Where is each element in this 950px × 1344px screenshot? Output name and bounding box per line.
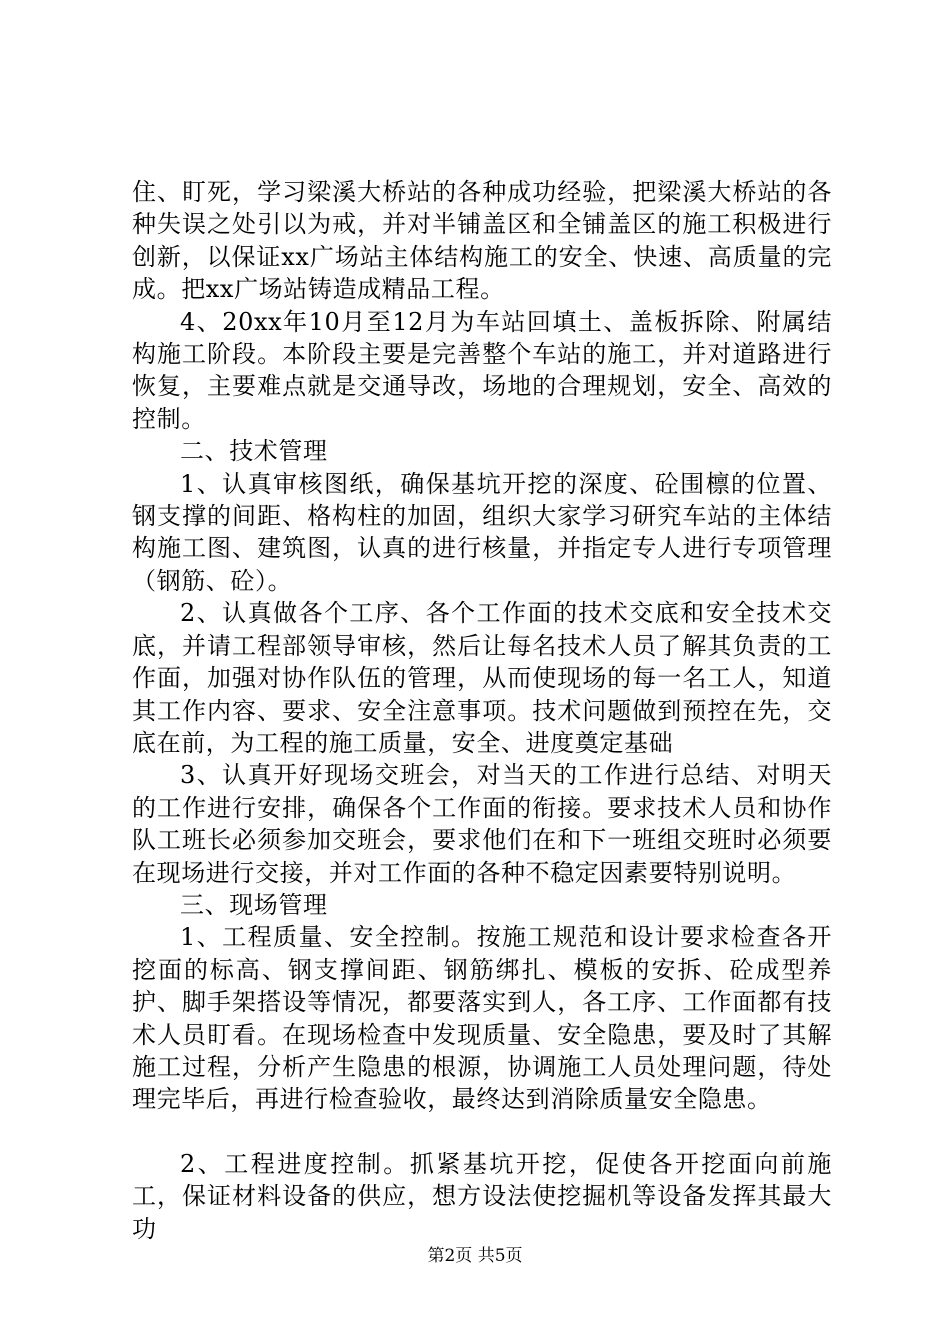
- paragraph-technical-3: 3、认真开好现场交班会，对当天的工作进行总结、对明天的工作进行安排，确保各个工作面的衔接。要求技术人员和协作队工班长必须参加交班会，要求他们在和下一班组交班时必须要在现场进行交接，并对工作面的各种不稳定因素要特别说明。: [132, 761, 832, 887]
- section-heading-site-management: 三、现场管理: [180, 890, 328, 919]
- section-heading-technical-management: 二、技术管理: [180, 437, 328, 466]
- paragraph-gap: [132, 1116, 832, 1148]
- document-body: [132, 176, 832, 1245]
- paragraph-site-2: 2、工程进度控制。抓紧基坑开挖，促使各开挖面向前施工，保证材料设备的供应，想方设法使挖掘机等设备发挥其最大功: [132, 1149, 832, 1243]
- page-number-indicator: 第2页 共5页: [427, 1246, 523, 1266]
- paragraph-site-1: 1、工程质量、安全控制。按施工规范和设计要求检查各开挖面的标高、钢支撑间距、钢筋绑扎、模板的安拆、砼成型养护、脚手架搭设等情况，都要落实到人，各工序、工作面都有技术人员盯看。在现场检查中发现质量、安全隐患，要及时了其解施工过程，分析产生隐患的根源，协调施工人员处理问题，待处理完毕后，再进行检查验收，最终达到消除质量安全隐患。: [132, 923, 832, 1114]
- paragraph-technical-1: 1、认真审核图纸，确保基坑开挖的深度、砼围檩的位置、钢支撑的间距、格构柱的加固，组织大家学习研究车站的主体结构施工图、建筑图，认真的进行核量，并指定专人进行专项管理（钢筋、砼）。: [132, 469, 832, 595]
- paragraph-phase-4: 4、20xx年10月至12月为车站回填土、盖板拆除、附属结构施工阶段。本阶段主要是完善整个车站的施工，并对道路进行恢复，主要难点就是交通导改，场地的合理规划，安全、高效的控制。: [132, 307, 832, 433]
- paragraph-technical-2: 2、认真做各个工序、各个工作面的技术交底和安全技术交底，并请工程部领导审核，然后让每名技术人员了解其负责的工作面，加强对协作队伍的管理，从而使现场的每一名工人，知道其工作内容、要求、安全注意事项。技术问题做到预控在先，交底在前，为工程的施工质量，安全、进度奠定基础: [132, 599, 832, 757]
- paragraph-continuation: 住、盯死，学习梁溪大桥站的各种成功经验，把梁溪大桥站的各种失误之处引以为戒，并对半铺盖区和全铺盖区的施工积极进行创新，以保证xx广场站主体结构施工的安全、快速、高质量的完成。把xx广场站铸造成精品工程。: [132, 178, 832, 304]
- page-footer: [0, 1245, 950, 1267]
